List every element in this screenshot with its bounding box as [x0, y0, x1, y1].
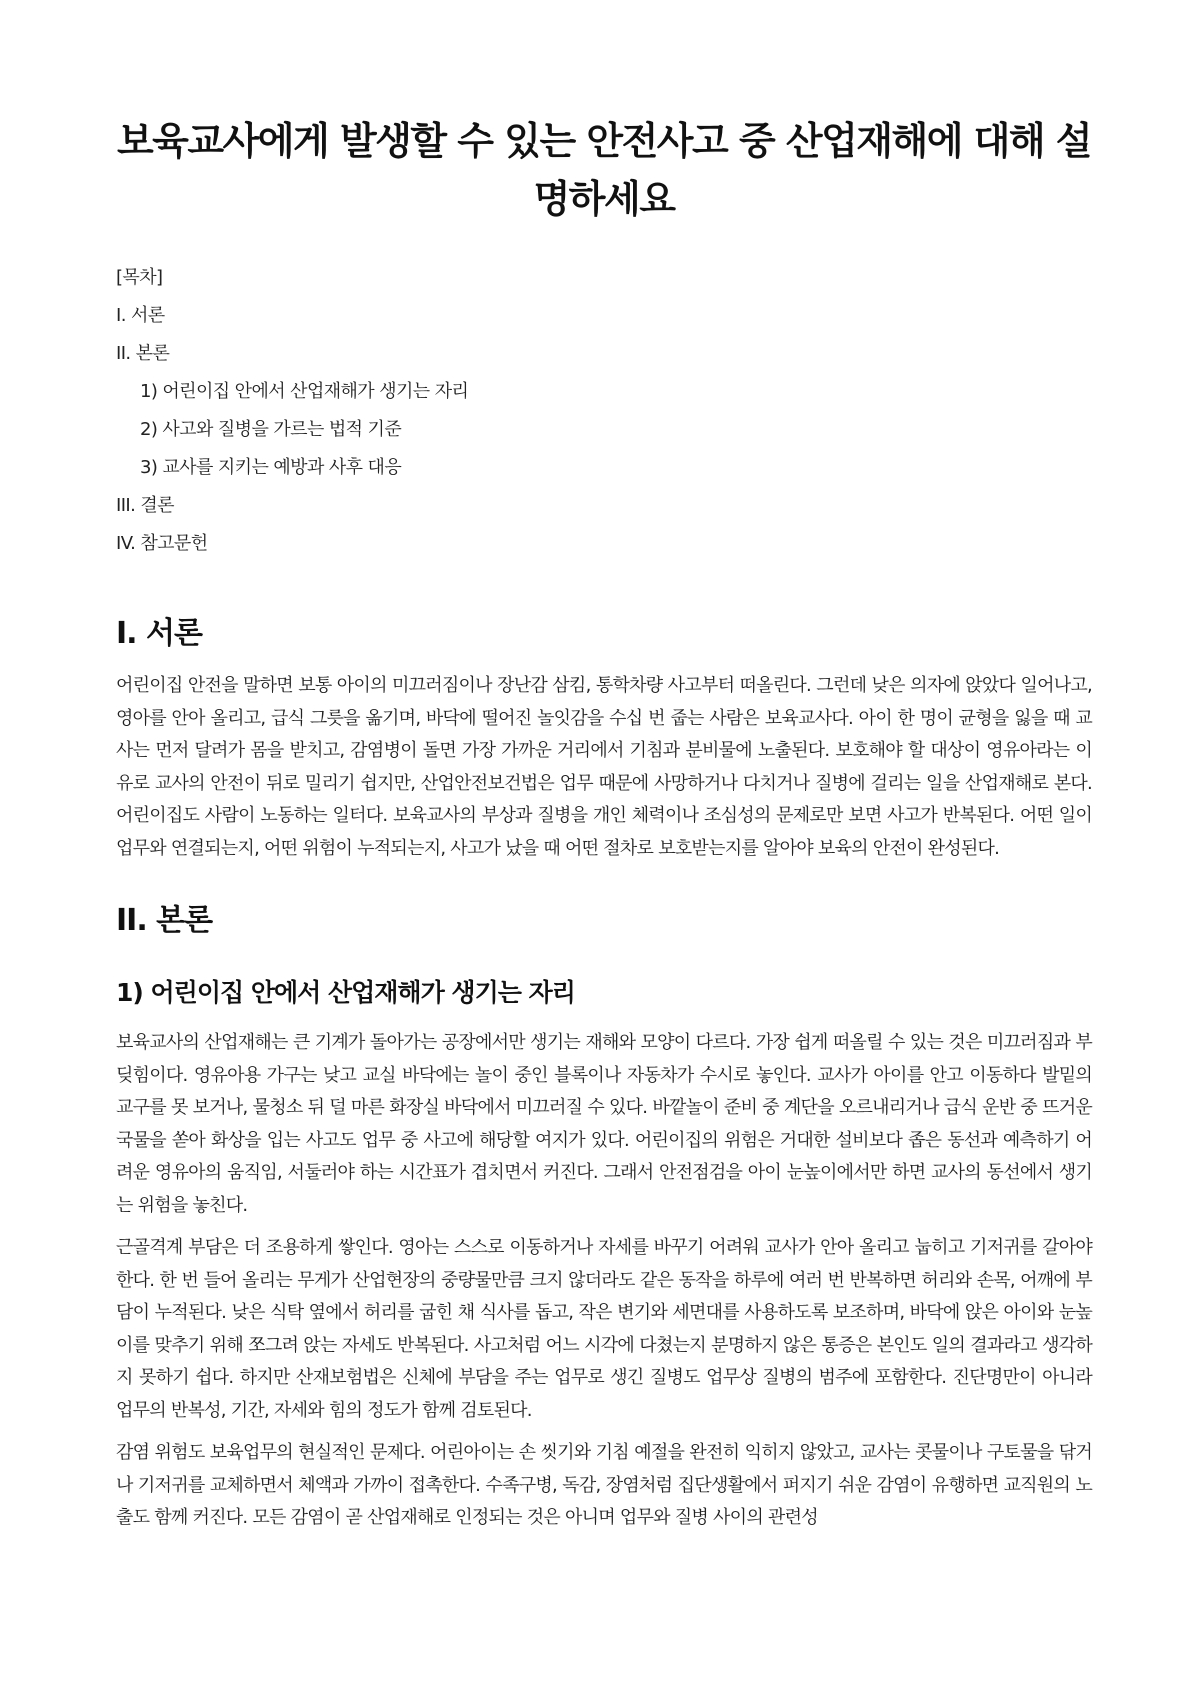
subsection-1-heading: 1) 어린이집 안에서 산업재해가 생기는 자리: [116, 978, 575, 1007]
introduction-paragraph: 어린이집 안전을 말하면 보통 아이의 미끄러짐이나 장난감 삼킴, 통학차량 사고부터 떠올린다. 그런데 낮은 의자에 앉았다 일어나고, 영아를 안아 올리고, 급식 그릇을 옮기며, 바닥에 떨어진 놀잇감을 수십 번 줍는 사람은 보육교사다. 아이 한 명이 균형을 잃을 때 교사는 먼저 달려가 몸을 받치고, 감염병이 돌면 가장 가까운 거리에서 기침과 분비물에 노출된다. 보호해야 할 대상이 영유아라는 이유로 교사의 안전이 뒤로 밀리기 쉽지만, 산업안전보건법은 업무 때문에 사망하거나 다치거나 질병에 걸리는 일을 산업재해로 본다. 어린이집도 사람이 노동하는 일터다. 보육교사의 부상과 질병을 개인 체력이나 조심성의 문제로만 보면 사고가 반복된다. 어떤 일이 업무와 연결되는지, 어떤 위험이 누적되는지, 사고가 났을 때 어떤 절차로 보호받는지를 알아야 보육의 안전이 완성된다.: [116, 675, 1092, 859]
introduction-heading: I. 서론: [116, 616, 202, 651]
table-of-contents: [116, 266, 1092, 570]
toc-item-body: II. 본론: [116, 343, 170, 364]
subsection-1-paragraph-3: 감염 위험도 보육업무의 현실적인 문제다. 어린아이는 손 씻기와 기침 예절을 완전히 익히지 않았고, 교사는 콧물이나 구토물을 닦거나 기저귀를 교체하면서 체액과 가까이 접촉한다. 수족구병, 독감, 장염처럼 집단생활에서 퍼지기 쉬운 감염이 유행하면 교직원의 노출도 함께 커진다. 모든 감염이 곧 산업재해로 인정되는 것은 아니며 업무와 질병 사이의 관련성: [116, 1442, 1092, 1528]
body-heading: II. 본론: [116, 903, 213, 938]
toc-item-body-section-2: 2) 사고와 질병을 가르는 법적 기준: [140, 419, 402, 440]
toc-item-body-section-3: 3) 교사를 지키는 예방과 사후 대응: [140, 457, 402, 478]
introduction-section: [116, 614, 1092, 865]
toc-heading: [목차]: [116, 267, 163, 288]
toc-item-references: IV. 참고문헌: [116, 533, 208, 554]
toc-item-introduction: I. 서론: [116, 305, 165, 326]
document-title: 보육교사에게 발생할 수 있는 안전사고 중 산업재해에 대해 설명하세요: [116, 119, 1092, 221]
toc-item-conclusion: III. 결론: [116, 495, 174, 516]
toc-item-body-section-1: 1) 어린이집 안에서 산업재해가 생기는 자리: [140, 381, 469, 402]
body-subsection-1: [116, 975, 1092, 1535]
body-section: [116, 901, 1092, 1535]
subsection-1-paragraph-1: 보육교사의 산업재해는 큰 기계가 돌아가는 공장에서만 생기는 재해와 모양이 다르다. 가장 쉽게 떠올릴 수 있는 것은 미끄러짐과 부딪힘이다. 영유아용 가구는 낮고 교실 바닥에는 놀이 중인 블록이나 자동차가 수시로 놓인다. 교사가 아이를 안고 이동하다 발밑의 교구를 못 보거나, 물청소 뒤 덜 마른 화장실 바닥에서 미끄러질 수 있다. 바깥놀이 준비 중 계단을 오르내리거나 급식 운반 중 뜨거운 국물을 쏟아 화상을 입는 사고도 업무 중 사고에 해당할 여지가 있다. 어린이집의 위험은 거대한 설비보다 좁은 동선과 예측하기 어려운 영유아의 움직임, 서둘러야 하는 시간표가 겹치면서 커진다. 그래서 안전점검을 아이 눈높이에서만 하면 교사의 동선에서 생기는 위험을 놓친다.: [116, 1032, 1092, 1216]
subsection-1-paragraph-2: 근골격계 부담은 더 조용하게 쌓인다. 영아는 스스로 이동하거나 자세를 바꾸기 어려워 교사가 안아 올리고 눕히고 기저귀를 갈아야 한다. 한 번 들어 올리는 무게가 산업현장의 중량물만큼 크지 않더라도 같은 동작을 하루에 여러 번 반복하면 허리와 손목, 어깨에 부담이 누적된다. 낮은 식탁 옆에서 허리를 굽힌 채 식사를 돕고, 작은 변기와 세면대를 사용하도록 보조하며, 바닥에 앉은 아이와 눈높이를 맞추기 위해 쪼그려 앉는 자세도 반복된다. 사고처럼 어느 시각에 다쳤는지 분명하지 않은 통증은 본인도 일의 결과라고 생각하지 못하기 쉽다. 하지만 산재보험법은 신체에 부담을 주는 업무로 생긴 질병도 업무상 질병의 범주에 포함한다. 진단명만이 아니라 업무의 반복성, 기간, 자세와 힘의 정도가 함께 검토된다.: [116, 1237, 1092, 1421]
